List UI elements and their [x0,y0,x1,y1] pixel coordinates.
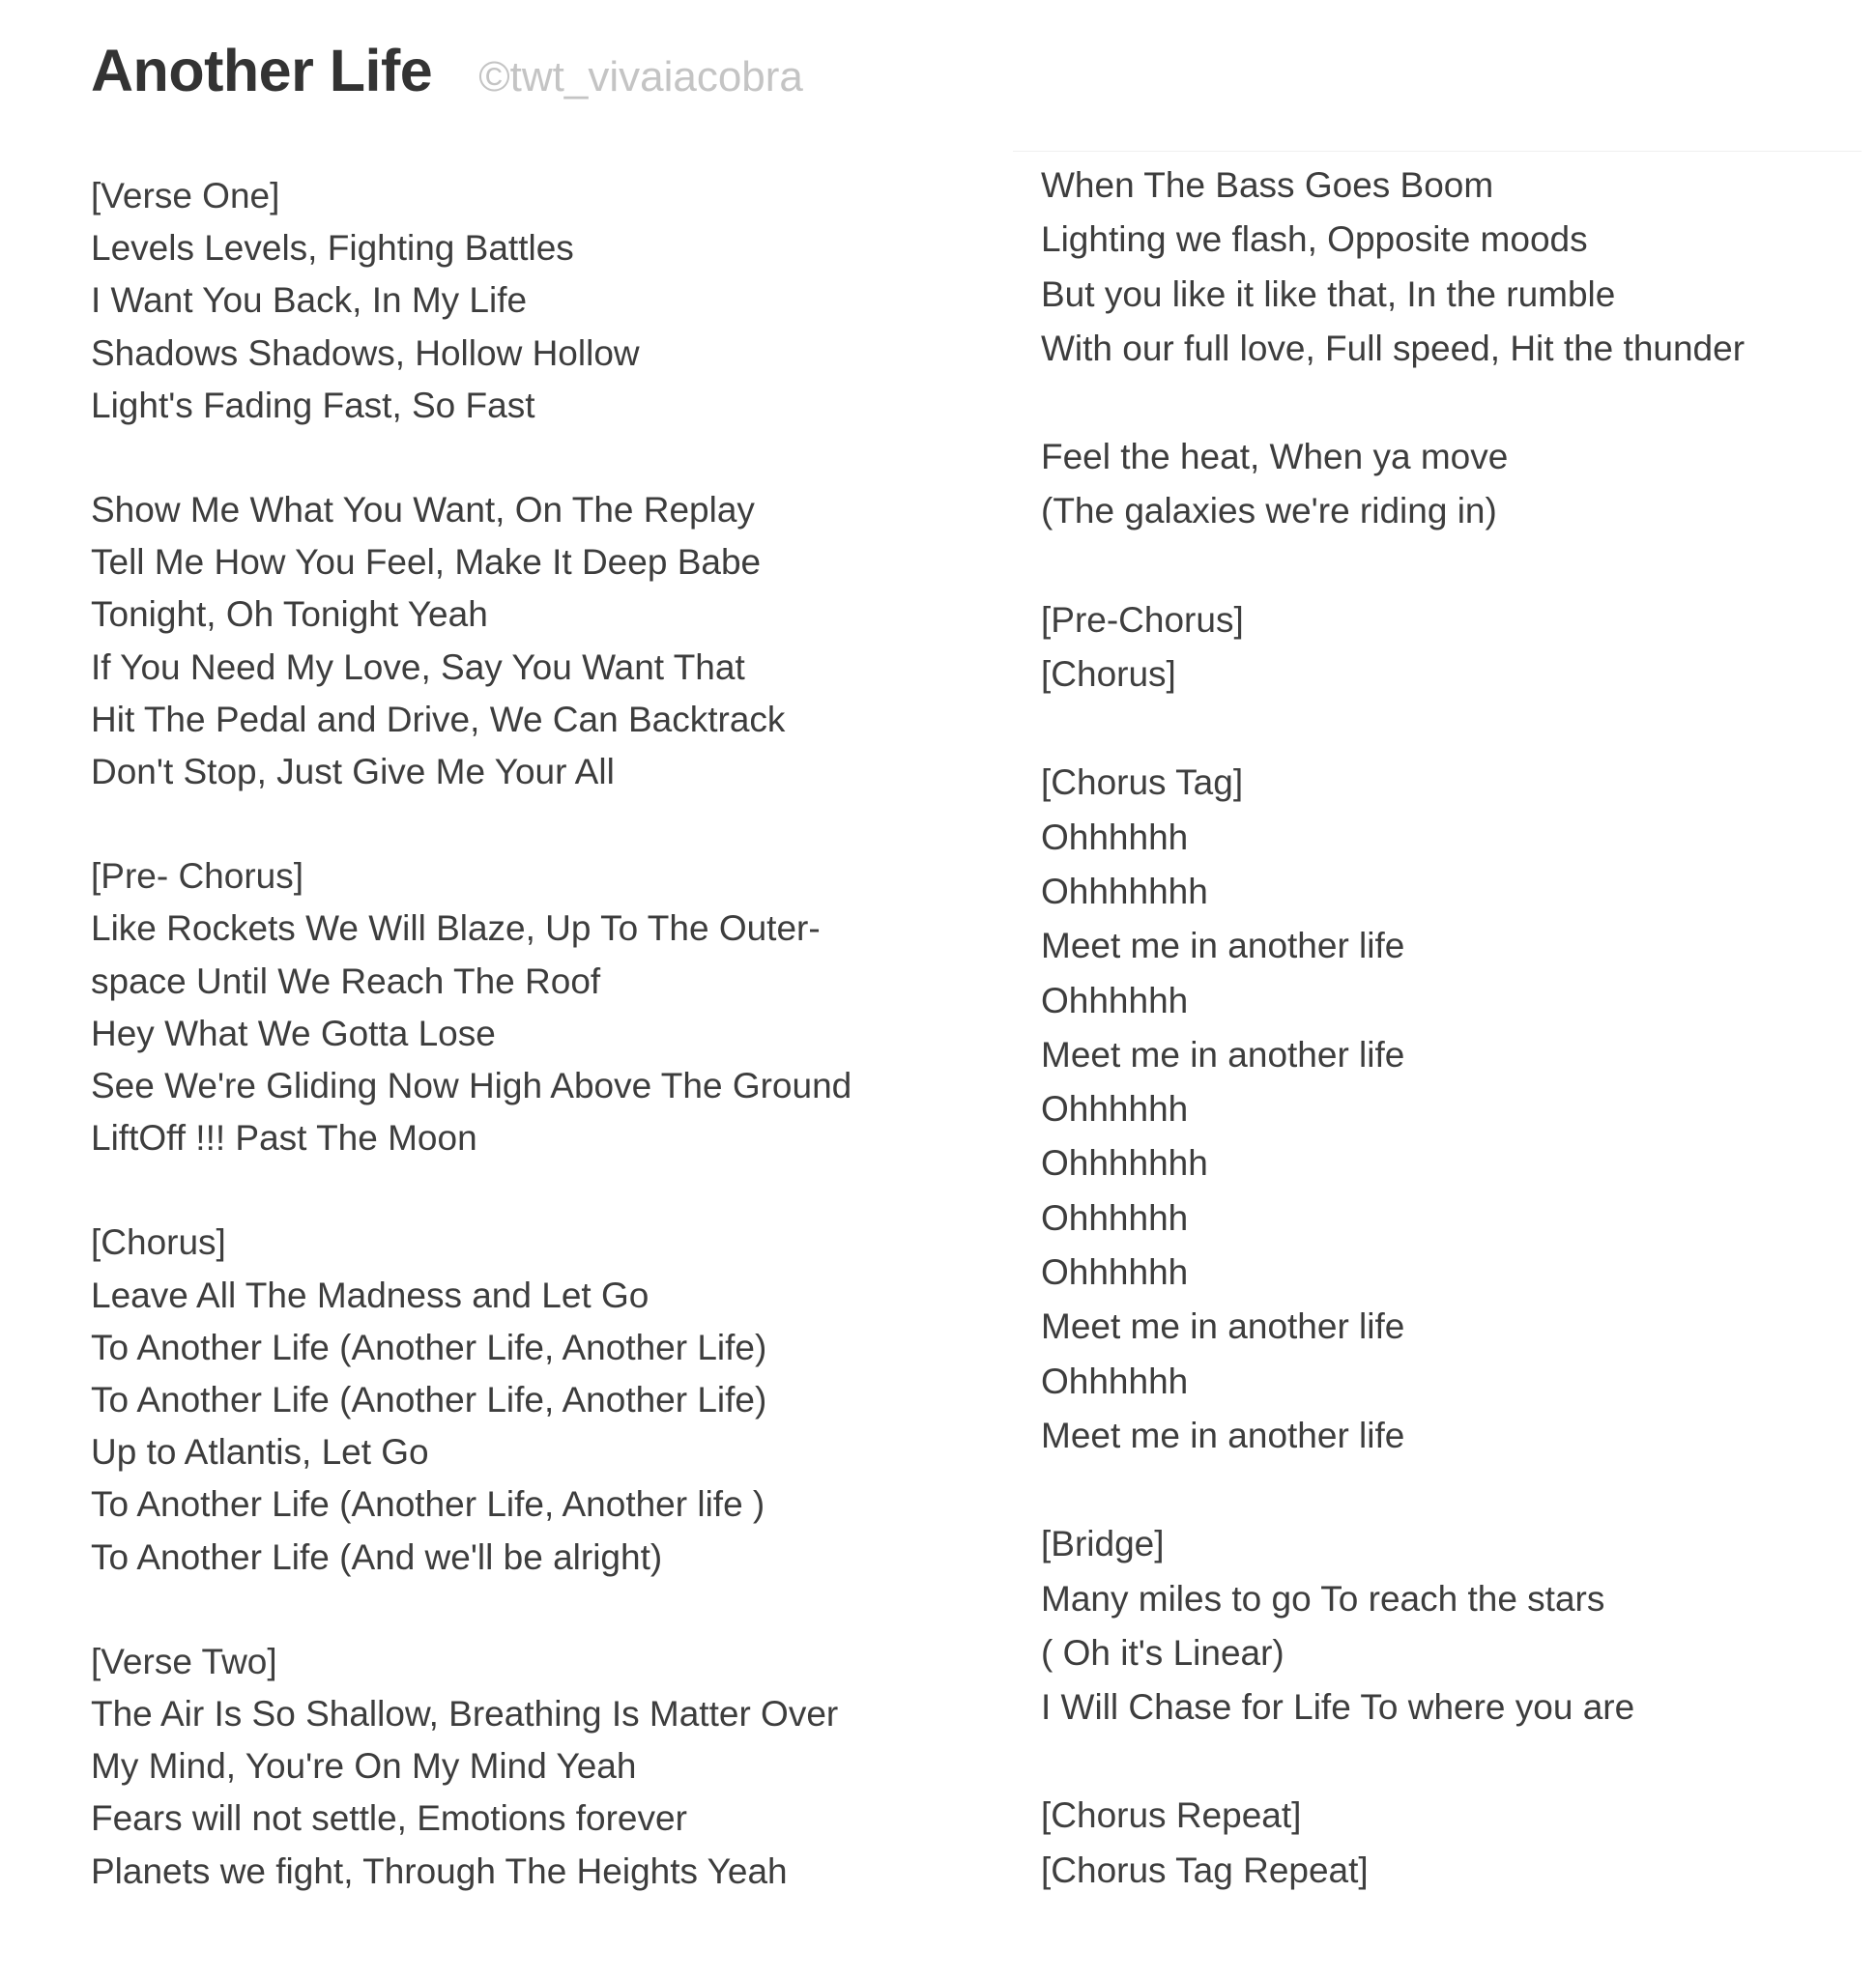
divider [1013,151,1862,152]
lyric-line: Up to Atlantis, Let Go [91,1432,429,1473]
section-heading: [Chorus] [91,1222,226,1263]
blank-line [1041,376,1745,430]
lyric-line: Levels Levels, Fighting Battles [91,228,574,269]
lyric-line: I Will Chase for Life To where you are [1041,1687,1635,1728]
lyric-line: Hey What We Gotta Lose [91,1013,496,1053]
lyric-line: Ohhhhhhh [1041,1143,1208,1184]
lyric-line: (The galaxies we're riding in) [1041,491,1497,531]
lyric-line: My Mind, You're On My Mind Yeah [91,1746,637,1787]
lyric-line: LiftOff !!! Past The Moon [91,1118,477,1159]
lyric-line: With our full love, Full speed, Hit the thunder [1041,328,1746,368]
blank-line [1041,539,1745,593]
lyric-line: But you like it like that, In the rumble [1041,273,1616,314]
lyric-line: Show Me What You Want, On The Replay [91,490,755,531]
lyric-line: Like Rockets We Will Blaze, Up To The Outer- [91,908,821,949]
lyrics-right-column [1041,158,1745,1898]
section-heading: [Bridge] [1041,1524,1165,1564]
section-heading: [Chorus] [1041,654,1176,695]
lyric-line: Meet me in another life [1041,926,1405,966]
section-heading: [Verse Two] [91,1641,277,1681]
blank-line [91,1164,851,1217]
lyric-line: Hit The Pedal and Drive, We Can Backtrack [91,699,786,739]
lyric-line: To Another Life (Another Life, Another Life) [91,1380,767,1420]
lyric-line: Leave All The Madness and Let Go [91,1275,649,1315]
lyric-line: ( Oh it's Linear) [1041,1632,1284,1673]
lyric-line: Planets we fight, Through The Heights Yeah [91,1850,788,1891]
lyric-line: Shadows Shadows, Hollow Hollow [91,332,640,373]
lyric-line: See We're Gliding Now High Above The Ground [91,1066,852,1106]
lyric-line: Ohhhhhhh [1041,871,1208,911]
blank-line [91,432,851,484]
blank-line [1041,702,1745,756]
lyric-line: Tell Me How You Feel, Make It Deep Babe [91,542,762,583]
lyric-line: Ohhhhhh [1041,1089,1189,1130]
section-heading: [Pre-Chorus] [1041,599,1244,640]
section-heading: [Pre- Chorus] [91,856,304,897]
lyric-line: Ohhhhhh [1041,1361,1189,1401]
page-title: Another Life [91,38,433,103]
lyric-line: Ohhhhhh [1041,1252,1189,1293]
lyric-line: space Until We Reach The Roof [91,961,601,1001]
lyric-line: Ohhhhhh [1041,817,1189,857]
blank-line [1041,1463,1745,1517]
lyric-line: To Another Life (And we'll be alright) [91,1536,663,1577]
lyric-line: Fears will not settle, Emotions forever [91,1798,687,1839]
lyric-line: Meet me in another life [1041,1306,1405,1347]
lyric-line: To Another Life (Another Life, Another Life) [91,1327,767,1367]
lyric-line: The Air Is So Shallow, Breathing Is Matter Over [91,1694,839,1735]
lyric-line: Tonight, Oh Tonight Yeah [91,594,488,635]
header [91,37,803,104]
section-heading: [Chorus Tag] [1041,762,1244,803]
blank-line [91,798,851,850]
blank-line [91,1584,851,1636]
watermark: ©twt_vivaiacobra [478,53,803,100]
lyric-line: When The Bass Goes Boom [1041,165,1494,205]
lyric-line: If You Need My Love, Say You Want That [91,646,745,687]
lyric-line: Meet me in another life [1041,1415,1405,1455]
lyric-line: Lighting we flash, Opposite moods [1041,219,1588,260]
lyric-line: Don't Stop, Just Give Me Your All [91,752,615,792]
lyric-line: Ohhhhhh [1041,980,1189,1020]
section-heading: [Chorus Repeat] [1041,1795,1302,1836]
lyrics-left-column [91,170,851,1898]
blank-line [1041,1735,1745,1789]
lyric-line: I Want You Back, In My Life [91,280,528,321]
lyric-line: Many miles to go To reach the stars [1041,1578,1605,1619]
lyric-line: To Another Life (Another Life, Another life ) [91,1484,765,1525]
section-heading: [Verse One] [91,176,280,215]
lyric-line: Meet me in another life [1041,1034,1405,1075]
lyric-line: Ohhhhhh [1041,1197,1189,1238]
lyric-line: Light's Fading Fast, So Fast [91,385,535,425]
lyric-line: Feel the heat, When ya move [1041,437,1509,477]
section-heading: [Chorus Tag Repeat] [1041,1850,1369,1890]
